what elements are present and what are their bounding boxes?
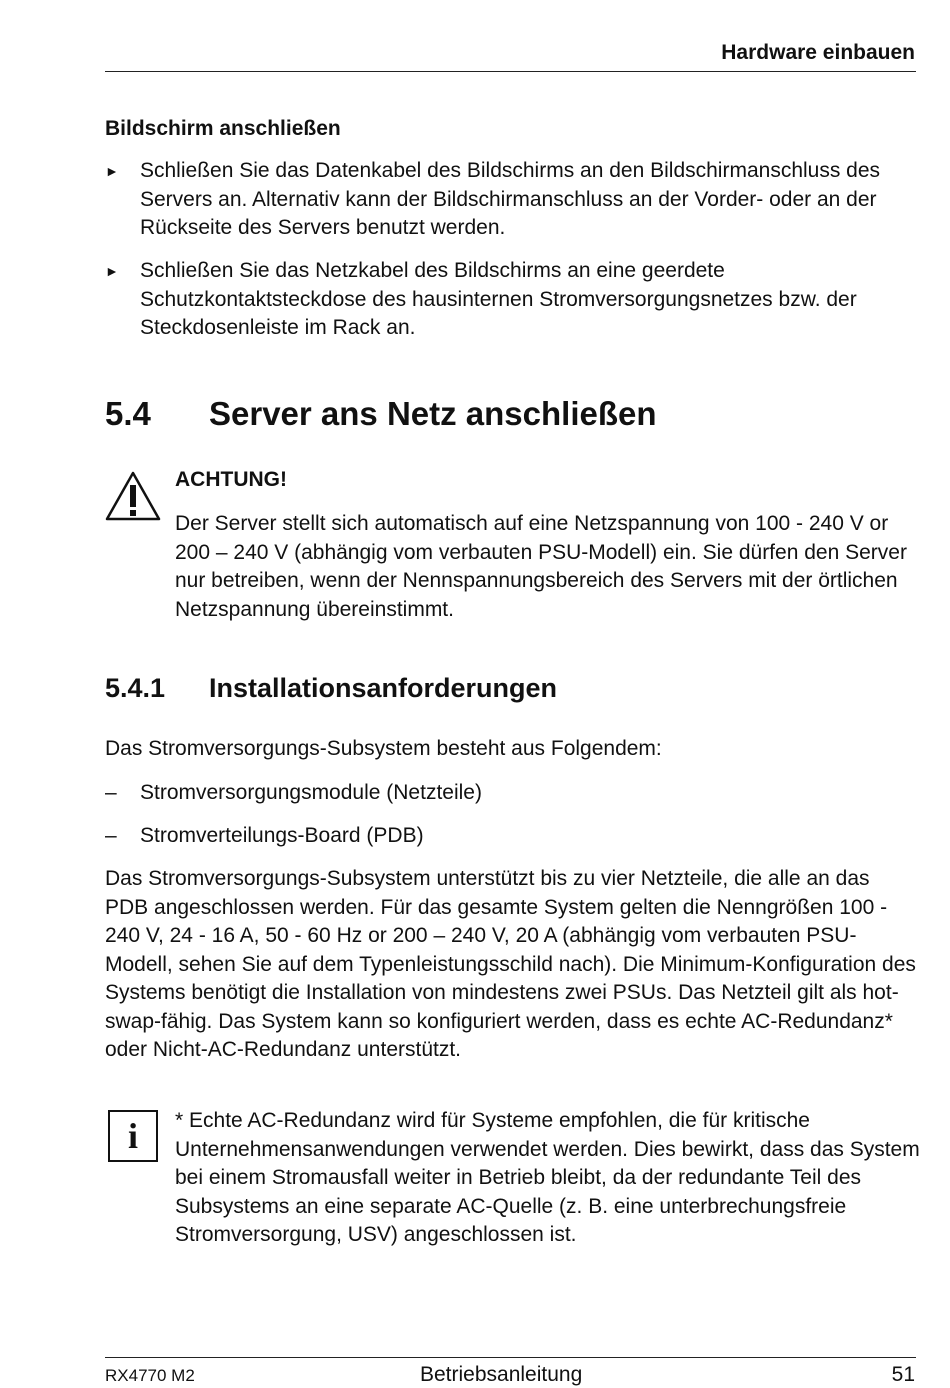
info-note-text: * Echte AC-Redundanz wird für Systeme empfohlen, die für kritische Unternehmensanwendungen verwendet werden. Dies bewirkt, dass das System bei einem Stromausfall weiter in Betrieb bleibt, da der redundante Teil des Subsystems an eine separate AC-Quelle (z. B. eine unterbrechungsfreie Stromversorgung, USV) angeschlossen ist.: [175, 1109, 920, 1246]
bullet-marker: ►: [105, 163, 119, 179]
list-item-text: Stromverteilungs-Board (PDB): [140, 824, 424, 847]
warning-title: ACHTUNG!: [175, 468, 287, 491]
intro-paragraph: Das Stromversorgungs-Subsystem besteht aus Folgendem:: [105, 737, 662, 760]
header-rule: [105, 71, 916, 72]
subsection-heading: [105, 670, 557, 706]
list-item-text: Stromversorgungsmodule (Netzteile): [140, 781, 482, 804]
info-icon: i: [108, 1110, 158, 1162]
page-number: 51: [891, 1363, 915, 1386]
dash-marker: –: [105, 781, 117, 804]
section-heading: [105, 392, 657, 436]
warning-text: Der Server stellt sich automatisch auf eine Netzspannung von 100 - 240 V or 200 – 240 V (abhängig vom verbauten PSU-Modell) ein. Sie dürfen den Server nur betreiben, wenn der Nennspannungsbereich des Servers mit der örtlichen Netzspannung übereinstimmt.: [175, 512, 907, 621]
footer-rule: [105, 1357, 916, 1358]
footer-model: RX4770 M2: [105, 1366, 195, 1385]
list-item: [105, 822, 915, 851]
section-number: 5.4: [105, 395, 151, 432]
running-header: Hardware einbauen: [721, 41, 915, 64]
list-item: [105, 257, 915, 343]
list-item: [105, 157, 915, 243]
dash-marker: –: [105, 824, 117, 847]
footer-document-title: Betriebsanleitung: [420, 1363, 583, 1386]
warning-triangle-icon: [104, 470, 162, 522]
bullet-marker: ►: [105, 263, 119, 279]
monitor-heading: Bildschirm anschließen: [105, 117, 341, 140]
body-paragraph: Das Stromversorgungs-Subsystem unterstützt bis zu vier Netzteile, die alle an das PDB angeschlossen werden. Für das gesamte System gelten die Nenngrößen 100 - 240 V, 24 - 16 A, 50 - 60 Hz or 200 – 240 V, 20 A (abhängig vom verbauten PSU-Modell, sehen Sie auf dem Typenleistungsschild nach). Die Minimum-Konfiguration des Systems benötigt die Installation von mindestens zwei PSUs. Das Netzteil gilt als hot-swap-fähig. Das System kann so konfiguriert werden, dass es echte AC-Redundanz* oder Nicht-AC-Redundanz unterstützt.: [105, 867, 916, 1061]
bullet-text: Schließen Sie das Netzkabel des Bildschirms an eine geerdete Schutzkontaktsteckdose des hausinternen Stromversorgungsnetzes bzw. der Steckdosenleiste im Rack an.: [140, 259, 857, 339]
subsection-number: 5.4.1: [105, 673, 166, 703]
bullet-text: Schließen Sie das Datenkabel des Bildschirms an den Bildschirmanschluss des Servers an. Alternativ kann der Bildschirmanschluss an der Vorder- oder an der Rückseite des Servers benutzt werden.: [140, 159, 881, 239]
section-title: Server ans Netz anschließen: [209, 395, 657, 432]
list-item: [105, 779, 915, 808]
subsection-title: Installationsanforderungen: [209, 673, 558, 703]
